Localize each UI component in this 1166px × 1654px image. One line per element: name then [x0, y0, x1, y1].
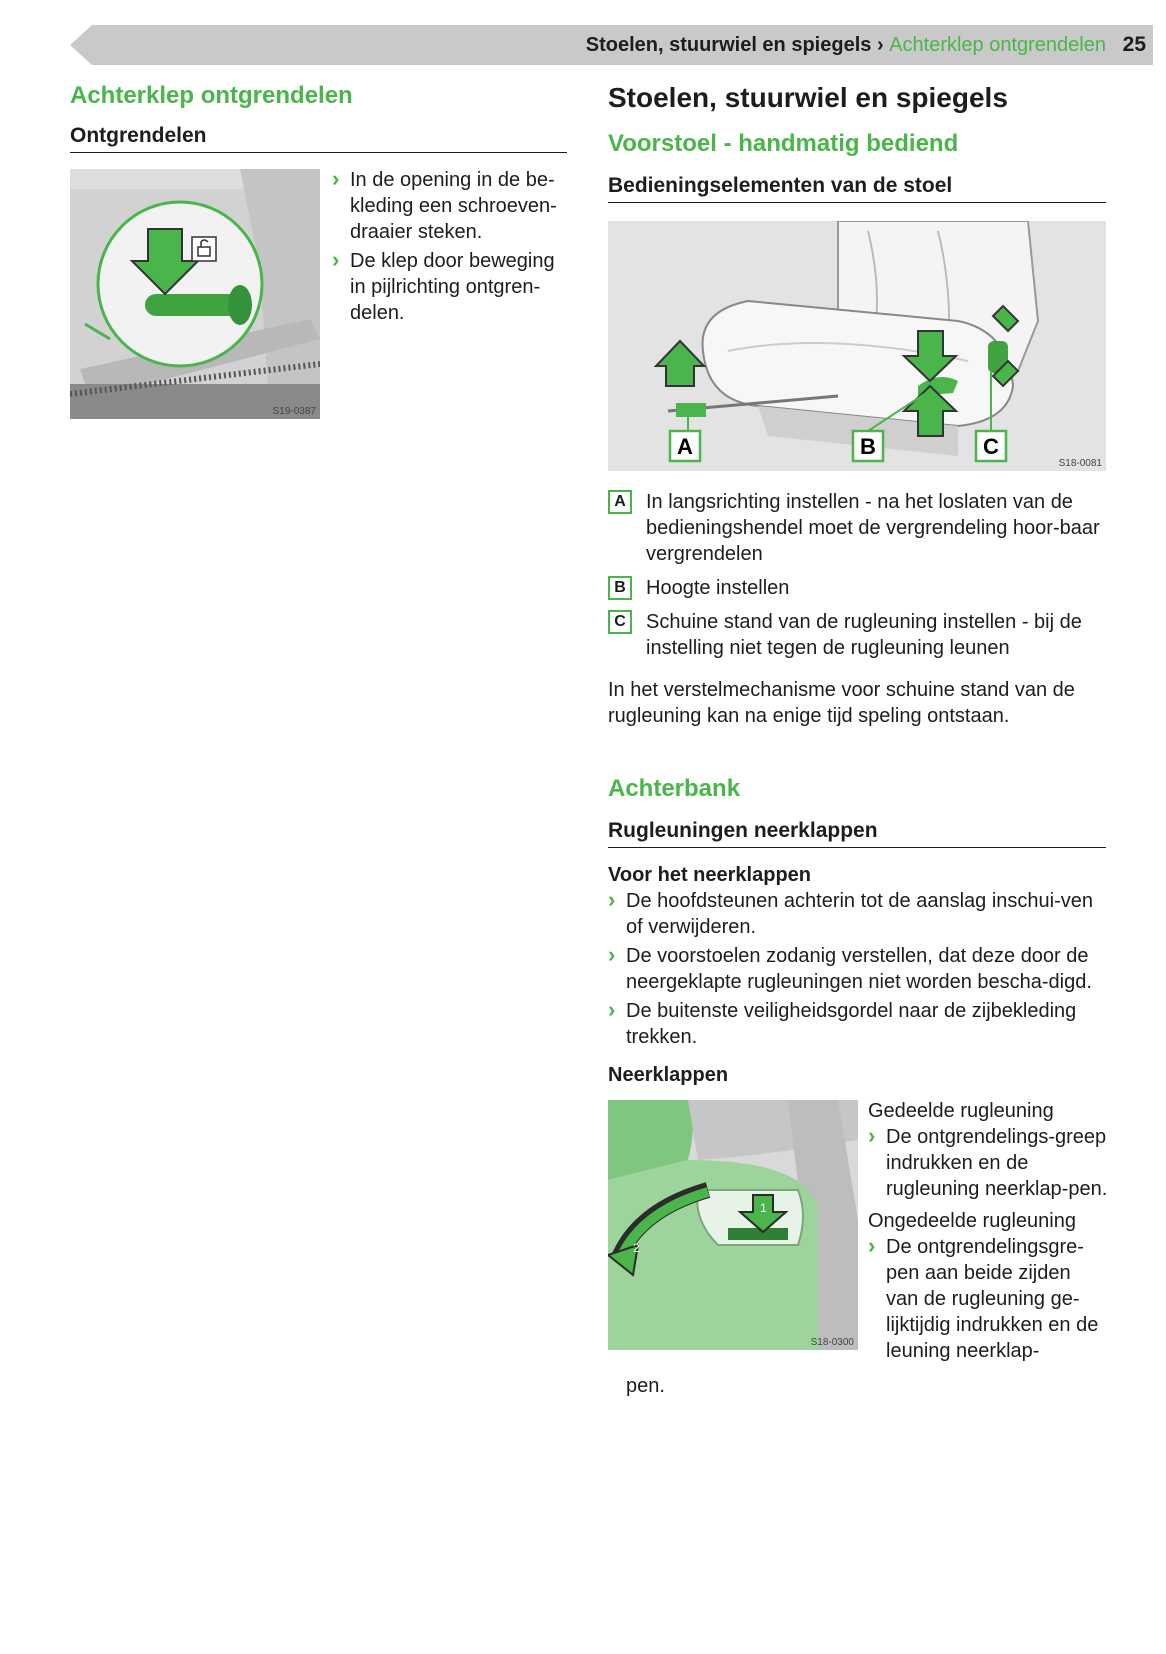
tailgate-step: › De klep door beweging in pijlrichting ontgren-delen. — [332, 248, 572, 326]
callout-c-label: C — [983, 434, 999, 459]
front-seat-title: Voorstoel - handmatig bediend — [608, 130, 959, 157]
legend-item-c — [608, 609, 1106, 661]
unsplit-step-continuation: pen. — [626, 1375, 665, 1397]
left-subtitle: Ontgrendelen — [70, 124, 567, 153]
tailgate-step: › In de opening in de be-kleding een schroeven-draaier steken. — [332, 167, 572, 245]
legend-item-b — [608, 575, 1106, 601]
split-step: › De ontgrendelings-greep indrukken en de rugleuning neerklap-pen. — [868, 1124, 1108, 1202]
tailgate-steps — [332, 167, 572, 329]
callout-b — [853, 431, 883, 461]
prep-step: › De voorstoelen zodanig verstellen, dat deze door de neergeklapte rugleuningen niet worden bescha-digd. — [608, 943, 1106, 995]
unsplit-steps — [868, 1234, 1108, 1364]
split-steps — [868, 1124, 1108, 1202]
tailgate-figure-label: S19-0387 — [272, 406, 316, 417]
legend-item-a — [608, 489, 1106, 567]
backrest-illustration — [608, 1100, 858, 1350]
right-column — [608, 82, 1106, 1400]
header-subsection: Achterklep ontgrendelen — [889, 34, 1106, 56]
rear-seat-title: Achterbank — [608, 775, 741, 802]
callout-c — [976, 431, 1006, 461]
page-number: 25 — [1122, 33, 1146, 56]
legend-key: A — [608, 490, 632, 514]
unsplit-step: › De ontgrendelingsgre-pen aan beide zijden van de rugleuning ge-lijktijdig indrukken en de leuning neerklap- — [868, 1234, 1108, 1364]
legend-text: Hoogte instellen — [646, 577, 790, 599]
fold-label: Neerklappen — [608, 1064, 729, 1086]
legend-text: In langsrichting instellen - na het loslaten van de bedieningshendel moet de vergrendeling hoor-baar vergrendelen — [646, 491, 1100, 565]
prep-steps — [608, 888, 1106, 1050]
prep-label: Voor het neerklappen — [608, 864, 812, 886]
header-breadcrumb — [586, 25, 1106, 65]
seat-note: In het verstelmechanisme voor schuine stand van de rugleuning kan na enige tijd speling ontstaan. — [608, 679, 1075, 727]
legend-key: C — [608, 610, 632, 634]
callout-a — [670, 431, 700, 461]
chapter-title: Stoelen, stuurwiel en spiegels — [608, 82, 1008, 113]
left-column — [70, 82, 570, 419]
tailgate-figure — [70, 169, 320, 419]
legend-key: B — [608, 576, 632, 600]
seat-illustration — [608, 221, 1106, 471]
seat-legend — [608, 489, 1106, 661]
prep-step: › De buitenste veiligheidsgordel naar de zijbekleding trekken. — [608, 998, 1106, 1050]
split-label: Gedeelde rugleuning — [868, 1100, 1054, 1122]
header-separator: › — [876, 34, 884, 56]
unsplit-label: Ongedeelde rugleuning — [868, 1210, 1076, 1232]
prep-step: › De hoofdsteunen achterin tot de aanslag inschui-ven of verwijderen. — [608, 888, 1106, 940]
seat-figure — [608, 221, 1106, 471]
tailgate-illustration — [70, 169, 320, 419]
fold-instructions — [868, 1098, 1108, 1367]
backrest-figure-label: S18-0300 — [810, 1337, 854, 1348]
figure-mark-1: 1 — [760, 1201, 767, 1215]
legend-text: Schuine stand van de rugleuning instellen - bij de instelling niet tegen de rugleuning leunen — [646, 611, 1082, 659]
left-title: Achterklep ontgrendelen — [70, 82, 353, 109]
backrest-figure — [608, 1100, 858, 1350]
figure-mark-2: 2 — [633, 1241, 640, 1255]
seat-controls-subtitle: Bedieningselementen van de stoel — [608, 174, 1106, 203]
seat-figure-label: S18-0081 — [1058, 458, 1102, 469]
callout-b-label: B — [860, 434, 876, 459]
fold-backrest-subtitle: Rugleuningen neerklappen — [608, 819, 1106, 848]
callout-a-label: A — [677, 434, 693, 459]
header-section: Stoelen, stuurwiel en spiegels — [585, 34, 872, 56]
